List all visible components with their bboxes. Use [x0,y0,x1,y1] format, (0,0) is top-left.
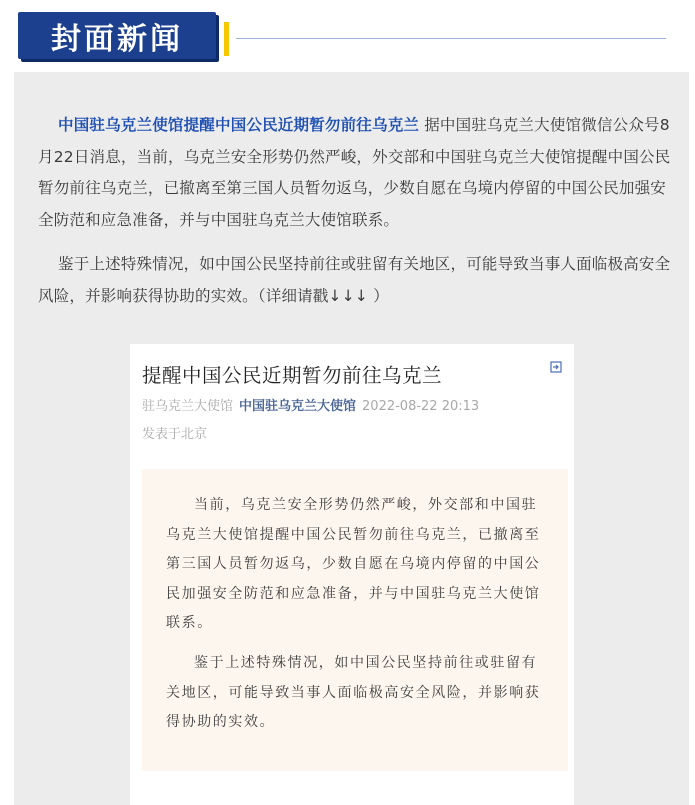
article-panel [14,72,689,805]
card-location: 发表于北京 [142,427,208,442]
quote-paragraph-2: 鉴于上述特殊情况，如中国公民坚持前往或驻留有关地区，可能导致当事人面临极高安全风险，并影响获得协助的实效。 [166,655,541,730]
brand-logo [18,12,216,59]
card-datetime: 2022-08-22 20:13 [362,399,480,414]
article-paragraph-1 [38,110,674,236]
brand-accent-bar [224,22,229,56]
article-paragraph-2: 鉴于上述特殊情况，如中国公民坚持前往或驻留有关地区，可能导致当事人面临极高安全风险，并影响获得协助的实效。（详细请戳↓↓↓ ） [38,255,671,305]
quote-paragraph-1: 当前，乌克兰安全形势仍然严峻，外交部和中国驻乌克兰大使馆提醒中国公民暂勿前往乌克兰，已撤离至第三国人员暂勿返乌，少数自愿在乌境内停留的中国公民加强安全防范和应急准备，并与中国驻乌克兰大使馆联系。 [166,497,541,631]
card-account-link[interactable]: 中国驻乌克兰大使馆 [239,399,357,414]
card-author: 驻乌克兰大使馆 [142,399,234,414]
card-title[interactable]: 提醒中国公民近期暂勿前往乌克兰 [142,364,443,387]
brand-title: 封面新闻 [51,21,183,57]
lead-headline: 中国驻乌克兰使馆提醒中国公民近期暂勿前往乌克兰 [58,116,420,134]
header-divider [236,38,666,39]
article-paragraph-1-text: 据中国驻乌克兰大使馆微信公众号8月22日消息，当前，乌克兰安全形势仍然严峻，外交部和中国驻乌克兰大使馆提醒中国公民暂勿前往乌克兰，已撤离至第三国人员暂勿返乌，少数自愿在乌境内停留的中国公民加强安全防范和应急准备，并与中国驻乌克兰大使馆联系。 [38,116,671,229]
header [0,0,695,66]
share-icon[interactable] [550,358,562,370]
embedded-article-card[interactable] [130,344,574,805]
card-meta [142,395,479,414]
card-quote-box [142,469,568,771]
